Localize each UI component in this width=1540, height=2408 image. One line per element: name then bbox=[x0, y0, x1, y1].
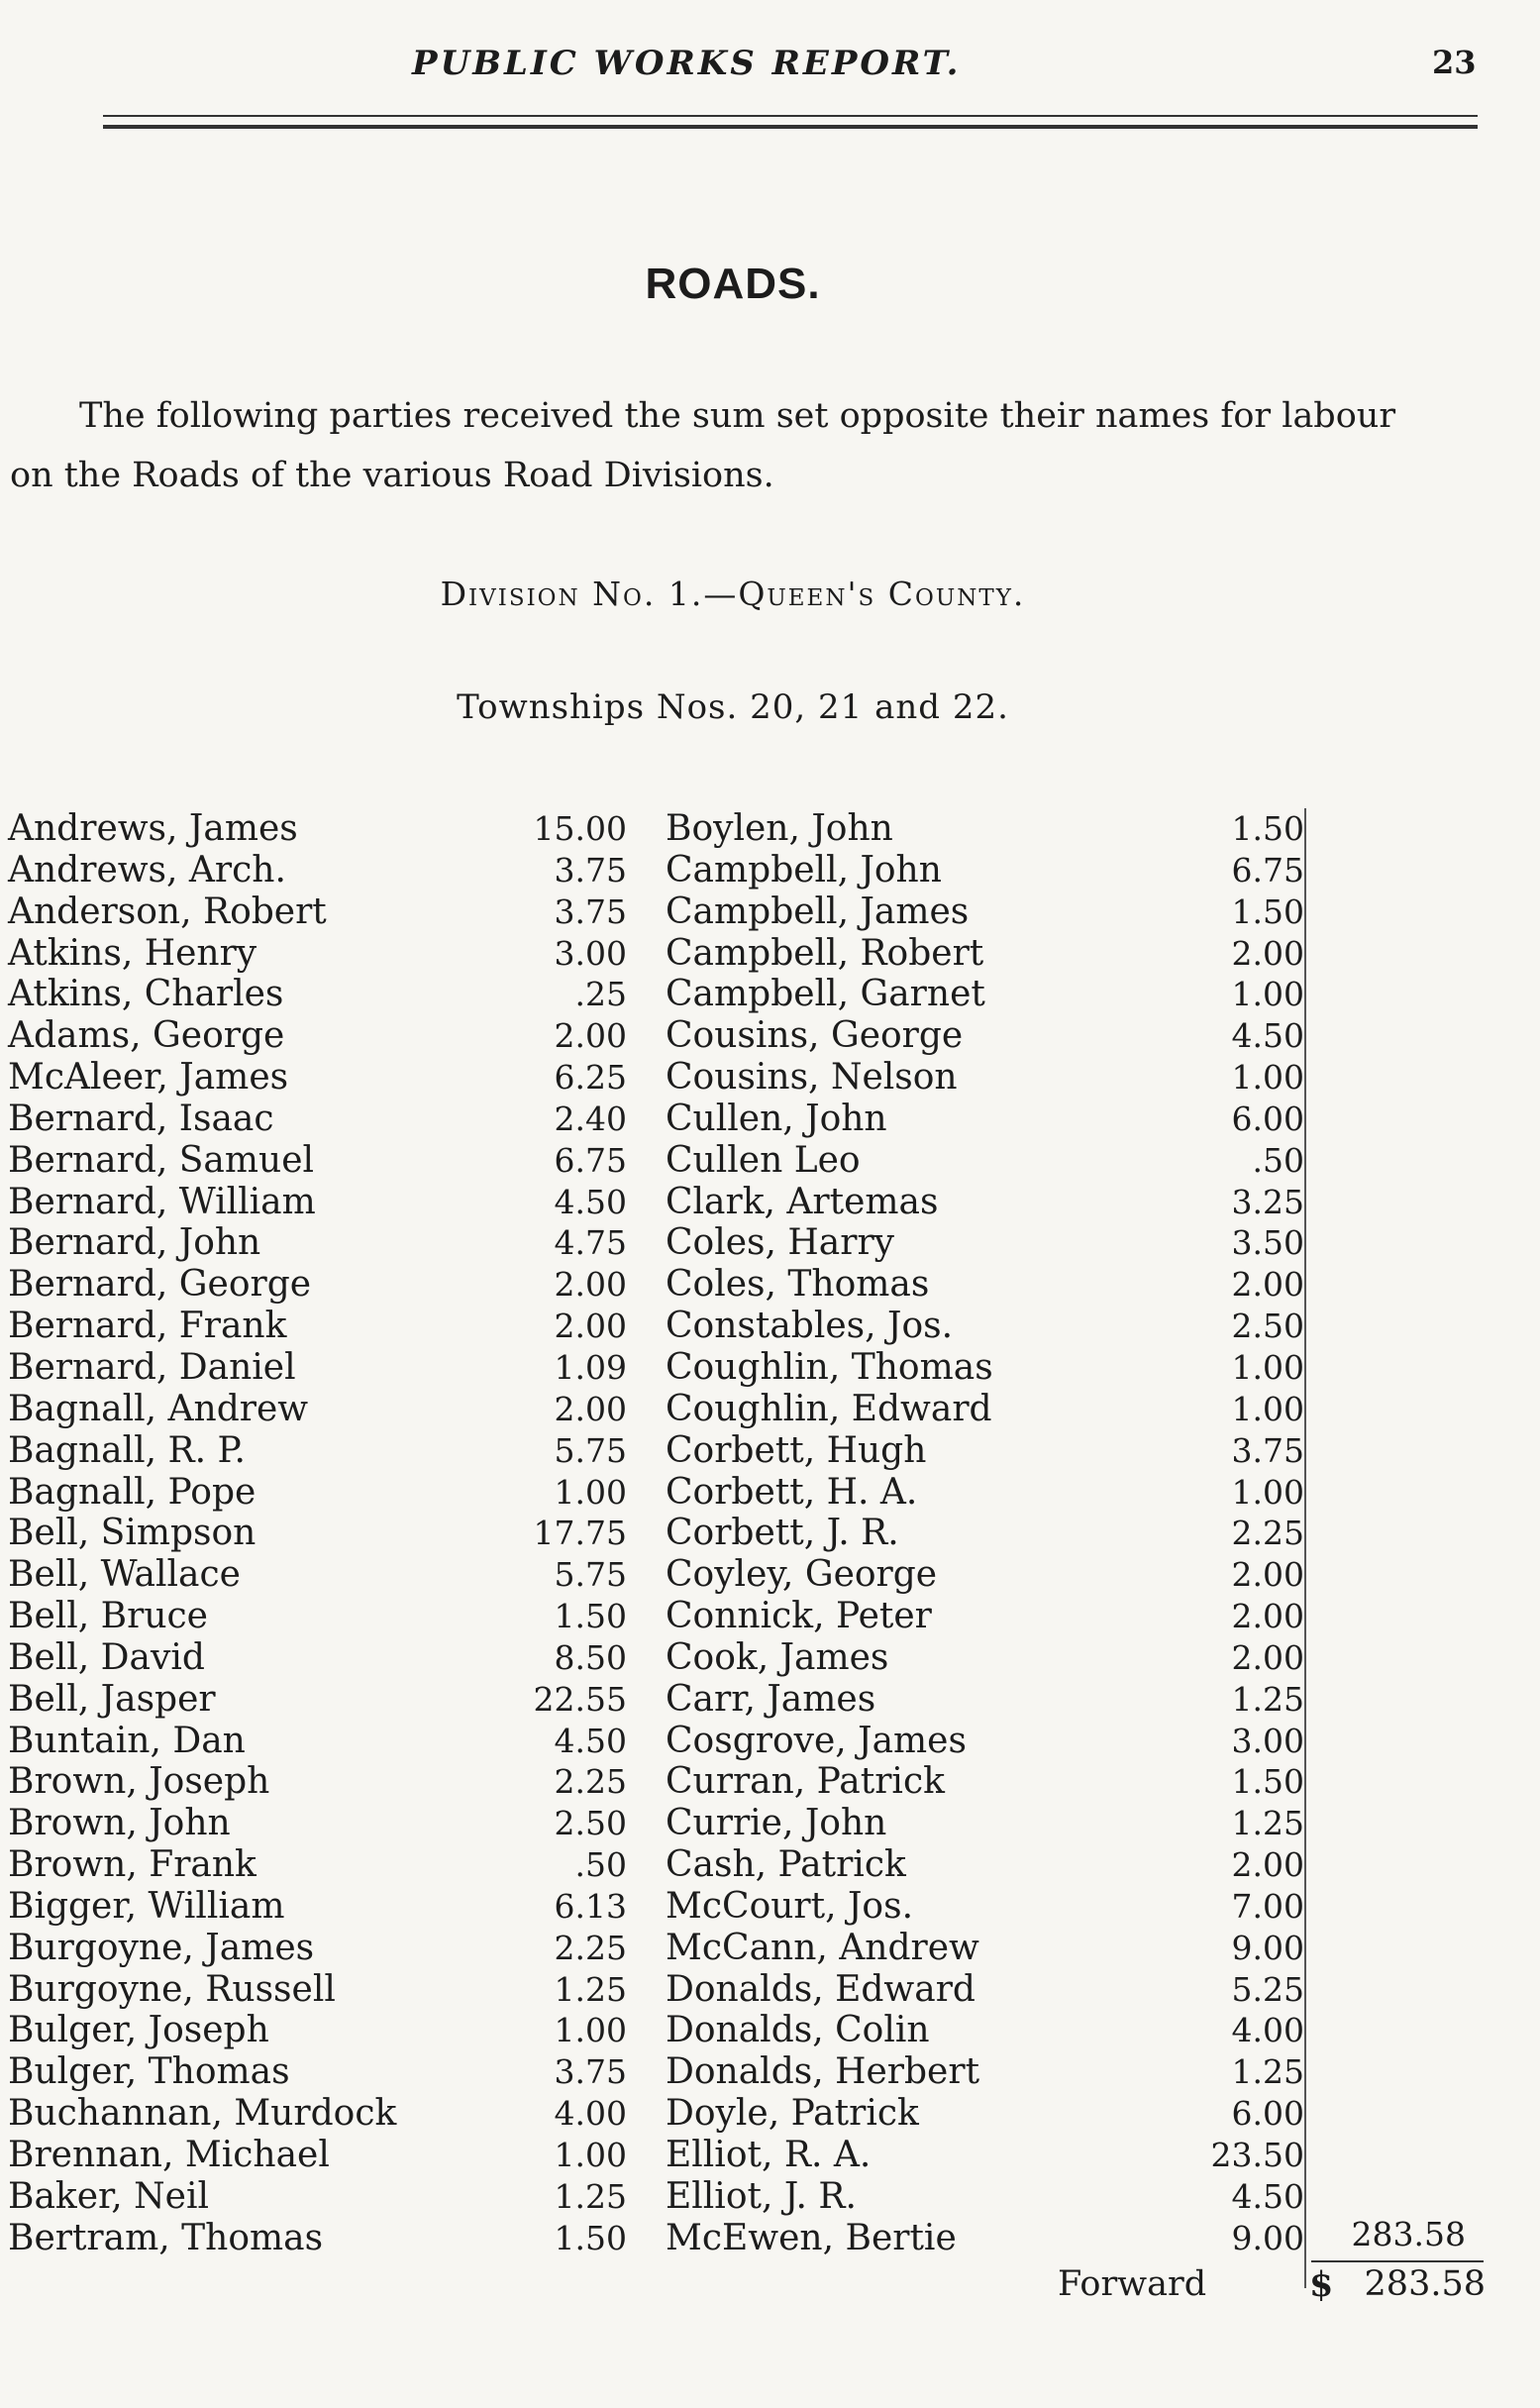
payment-amount: 5.25 bbox=[1231, 1969, 1304, 2009]
header-rule-thick bbox=[103, 125, 1478, 129]
payment-amount: 6.00 bbox=[1231, 2094, 1304, 2134]
payment-amount: 1.25 bbox=[1231, 1679, 1304, 1719]
payee-name: Donalds, Colin bbox=[666, 2010, 930, 2051]
intro-paragraph bbox=[10, 386, 1481, 505]
payee-name: Bertram, Thomas bbox=[8, 2217, 324, 2258]
payment-row bbox=[666, 1554, 1304, 1596]
payment-amount: 1.00 bbox=[1231, 1347, 1304, 1387]
payee-name: Brown, Frank bbox=[8, 1844, 257, 1886]
payment-row bbox=[8, 1803, 627, 1844]
payment-row bbox=[8, 1306, 627, 1347]
subtotal-amount: 283.58 bbox=[1351, 2215, 1466, 2253]
payment-row bbox=[8, 1472, 627, 1514]
payment-amount: 2.40 bbox=[554, 1099, 627, 1138]
payment-row bbox=[666, 1264, 1304, 1306]
payee-name: Corbett, J. R. bbox=[666, 1513, 899, 1554]
payment-amount: 1.25 bbox=[554, 1969, 627, 2009]
payment-amount: 2.00 bbox=[1231, 1597, 1304, 1636]
section-title: ROADS. bbox=[645, 260, 821, 308]
payee-name: Donalds, Edward bbox=[666, 1968, 975, 2010]
payment-amount: 4.50 bbox=[1231, 1016, 1304, 1056]
payment-amount: 4.50 bbox=[554, 1182, 627, 1221]
payment-amount: 4.50 bbox=[1231, 2176, 1304, 2216]
payment-row bbox=[8, 2051, 627, 2093]
payment-amount: 2.00 bbox=[1231, 1845, 1304, 1885]
payee-name: Curran, Patrick bbox=[666, 1761, 945, 1803]
payment-row bbox=[8, 933, 627, 975]
payment-row bbox=[666, 1099, 1304, 1140]
payee-name: Coughlin, Thomas bbox=[666, 1346, 993, 1388]
payment-row bbox=[8, 1057, 627, 1099]
payment-amount: .50 bbox=[1252, 1140, 1304, 1180]
payment-amount: 4.75 bbox=[554, 1223, 627, 1263]
payment-amount: 5.75 bbox=[554, 1555, 627, 1595]
payment-row bbox=[8, 2093, 627, 2135]
header-rule-thin bbox=[103, 115, 1478, 117]
payment-row bbox=[666, 1844, 1304, 1886]
payee-name: Brown, John bbox=[8, 1803, 231, 1844]
payee-name: Campbell, James bbox=[666, 890, 970, 932]
payment-amount: 6.75 bbox=[1231, 850, 1304, 890]
payment-amount: 1.25 bbox=[1231, 2052, 1304, 2092]
payment-amount: 6.75 bbox=[554, 1140, 627, 1180]
payee-name: Boylen, John bbox=[666, 808, 893, 849]
payment-row bbox=[666, 1637, 1304, 1679]
payment-row bbox=[8, 2010, 627, 2051]
payment-row bbox=[666, 850, 1304, 891]
payee-name: Baker, Neil bbox=[8, 2175, 210, 2217]
payment-row bbox=[666, 1761, 1304, 1803]
payment-row bbox=[666, 2176, 1304, 2218]
page-number: 23 bbox=[1432, 44, 1477, 81]
payment-row bbox=[666, 1721, 1304, 1762]
payment-row bbox=[666, 1140, 1304, 1182]
payment-row bbox=[666, 1306, 1304, 1347]
payment-amount: 2.25 bbox=[554, 1928, 627, 1967]
payment-row bbox=[8, 974, 627, 1015]
intro-line-1: The following parties received the sum set opposite their names for labour bbox=[79, 396, 1396, 436]
payee-name: Atkins, Henry bbox=[8, 932, 257, 974]
payment-amount: 1.50 bbox=[554, 2218, 627, 2257]
payment-amount: 15.00 bbox=[533, 809, 627, 848]
payment-row bbox=[666, 1182, 1304, 1223]
payment-amount: 3.00 bbox=[1231, 1721, 1304, 1760]
payment-row bbox=[8, 1637, 627, 1679]
payment-amount: 9.00 bbox=[1231, 2218, 1304, 2257]
payment-row bbox=[666, 891, 1304, 933]
payee-name: Bagnall, R. P. bbox=[8, 1429, 246, 1471]
payee-name: Bell, Jasper bbox=[8, 1678, 216, 1720]
payment-amount: 4.00 bbox=[554, 2094, 627, 2134]
payment-amount: .50 bbox=[574, 1845, 627, 1885]
payment-row bbox=[666, 1015, 1304, 1057]
payee-name: McAleer, James bbox=[8, 1057, 289, 1099]
payment-amount: 6.00 bbox=[1231, 1099, 1304, 1138]
payee-name: Anderson, Robert bbox=[8, 890, 327, 932]
payment-amount: 3.75 bbox=[554, 891, 627, 931]
payee-name: Bagnall, Andrew bbox=[8, 1388, 309, 1429]
payment-row bbox=[666, 808, 1304, 850]
payment-row bbox=[666, 1803, 1304, 1844]
payee-name: Cash, Patrick bbox=[666, 1844, 906, 1886]
payment-amount: 2.00 bbox=[554, 1016, 627, 1056]
townships-heading: Townships Nos. 20, 21 and 22. bbox=[457, 687, 1009, 727]
payment-amount: 3.75 bbox=[554, 850, 627, 890]
payment-amount: 1.00 bbox=[554, 2136, 627, 2174]
payee-name: Donalds, Herbert bbox=[666, 2051, 980, 2093]
payee-name: Cullen Leo bbox=[666, 1139, 861, 1181]
payment-amount: 3.75 bbox=[554, 2052, 627, 2092]
payee-name: Bernard, William bbox=[8, 1181, 316, 1222]
payment-amount: 17.75 bbox=[533, 1514, 627, 1553]
payee-name: Carr, James bbox=[666, 1678, 876, 1720]
payment-row bbox=[8, 1761, 627, 1803]
payment-row bbox=[8, 891, 627, 933]
payee-name: Bell, David bbox=[8, 1636, 205, 1678]
payment-row bbox=[666, 1472, 1304, 1514]
payment-amount: 2.00 bbox=[554, 1389, 627, 1428]
payment-row bbox=[8, 1430, 627, 1472]
payee-name: Cook, James bbox=[666, 1636, 889, 1678]
payee-name: Atkins, Charles bbox=[8, 974, 284, 1015]
payment-amount: 2.00 bbox=[1231, 933, 1304, 973]
payment-row bbox=[8, 1015, 627, 1057]
payee-name: Brown, Joseph bbox=[8, 1761, 270, 1803]
payee-name: Connick, Peter bbox=[666, 1596, 932, 1637]
payment-row bbox=[666, 1222, 1304, 1264]
payment-row bbox=[8, 850, 627, 891]
payment-amount: 7.00 bbox=[1231, 1886, 1304, 1926]
payment-amount: 4.50 bbox=[554, 1721, 627, 1760]
payment-amount: 3.25 bbox=[1231, 1182, 1304, 1221]
payment-amount: 2.25 bbox=[1231, 1514, 1304, 1553]
payment-amount: 1.00 bbox=[1231, 1472, 1304, 1512]
payee-name: Bulger, Thomas bbox=[8, 2051, 290, 2093]
payment-amount: 6.25 bbox=[554, 1058, 627, 1098]
payment-row bbox=[8, 2218, 627, 2259]
payee-name: Coles, Thomas bbox=[666, 1264, 930, 1306]
payee-name: Campbell, Garnet bbox=[666, 974, 985, 1015]
running-title: PUBLIC WORKS REPORT. bbox=[412, 44, 962, 83]
payee-name: Clark, Artemas bbox=[666, 1181, 939, 1222]
payment-row bbox=[8, 1347, 627, 1389]
payment-row bbox=[8, 1222, 627, 1264]
payee-name: Cosgrove, James bbox=[666, 1720, 967, 1761]
payee-name: Brennan, Michael bbox=[8, 2135, 330, 2175]
payment-row bbox=[8, 1596, 627, 1637]
payee-name: Coughlin, Edward bbox=[666, 1388, 992, 1429]
payment-row bbox=[666, 1596, 1304, 1637]
payment-row bbox=[666, 2093, 1304, 2135]
payment-row bbox=[666, 2135, 1304, 2176]
payment-amount: 1.50 bbox=[1231, 1762, 1304, 1802]
payment-amount: 2.50 bbox=[554, 1804, 627, 1843]
payment-row bbox=[666, 1928, 1304, 1969]
sum-rule bbox=[1311, 2260, 1484, 2262]
payee-name: Andrews, Arch. bbox=[8, 849, 286, 890]
payment-row bbox=[666, 2010, 1304, 2051]
payee-name: Bernard, Isaac bbox=[8, 1098, 274, 1139]
payment-amount: 1.25 bbox=[554, 2176, 627, 2216]
payment-row bbox=[8, 1721, 627, 1762]
payment-amount: 22.55 bbox=[533, 1679, 627, 1719]
payment-amount: 1.00 bbox=[1231, 1389, 1304, 1428]
payee-name: Bernard, George bbox=[8, 1264, 312, 1306]
payment-row bbox=[666, 1057, 1304, 1099]
payee-name: Bell, Simpson bbox=[8, 1513, 257, 1554]
payment-row bbox=[666, 1347, 1304, 1389]
payment-row bbox=[8, 2135, 627, 2176]
payee-name: Corbett, H. A. bbox=[666, 1471, 918, 1513]
payee-name: Burgoyne, James bbox=[8, 1927, 315, 1968]
payment-amount: 2.25 bbox=[554, 1762, 627, 1802]
left-payment-list bbox=[8, 808, 627, 2259]
payee-name: Bernard, Frank bbox=[8, 1306, 287, 1347]
payment-amount: 4.00 bbox=[1231, 2011, 1304, 2050]
payment-row bbox=[8, 1886, 627, 1928]
payment-amount: 6.13 bbox=[554, 1886, 627, 1926]
payment-row bbox=[8, 1554, 627, 1596]
payment-row bbox=[8, 1264, 627, 1306]
payment-amount: 3.50 bbox=[1231, 1223, 1304, 1263]
payment-row bbox=[8, 1099, 627, 1140]
payment-amount: .25 bbox=[574, 975, 627, 1014]
payment-row bbox=[8, 1182, 627, 1223]
payment-row bbox=[666, 1513, 1304, 1554]
payee-name: Cousins, George bbox=[666, 1015, 964, 1057]
payment-row bbox=[8, 1928, 627, 1969]
payment-row bbox=[666, 2051, 1304, 2093]
forward-label: Forward bbox=[1058, 2264, 1207, 2304]
payment-amount: 1.00 bbox=[554, 2011, 627, 2050]
payee-name: Bernard, John bbox=[8, 1222, 261, 1264]
payee-name: Bernard, Samuel bbox=[8, 1139, 315, 1181]
payment-amount: 3.75 bbox=[1231, 1430, 1304, 1470]
payment-row bbox=[8, 1513, 627, 1554]
payee-name: Bell, Bruce bbox=[8, 1596, 208, 1637]
payee-name: Adams, George bbox=[8, 1015, 285, 1057]
payee-name: McEwen, Bertie bbox=[666, 2217, 957, 2258]
forward-currency: $ bbox=[1309, 2264, 1334, 2305]
payee-name: McCourt, Jos. bbox=[666, 1885, 914, 1927]
payment-amount: 2.00 bbox=[1231, 1265, 1304, 1305]
right-payment-list bbox=[666, 808, 1304, 2259]
payee-name: Bigger, William bbox=[8, 1885, 285, 1927]
payee-name: Buntain, Dan bbox=[8, 1720, 246, 1761]
payment-row bbox=[666, 933, 1304, 975]
payment-amount: 1.09 bbox=[554, 1347, 627, 1387]
page-header bbox=[0, 44, 1540, 93]
payment-row bbox=[666, 1389, 1304, 1430]
payment-amount: 2.00 bbox=[554, 1307, 627, 1346]
payee-name: Bernard, Daniel bbox=[8, 1346, 296, 1388]
payment-amount: 2.50 bbox=[1231, 1307, 1304, 1346]
payment-amount: 1.00 bbox=[554, 1472, 627, 1512]
payment-row bbox=[8, 1389, 627, 1430]
payee-name: Campbell, John bbox=[666, 849, 942, 890]
payment-amount: 1.50 bbox=[1231, 809, 1304, 848]
payment-amount: 1.50 bbox=[554, 1597, 627, 1636]
division-heading: Division No. 1.—Queen's County. bbox=[440, 575, 1026, 613]
payment-amount: 2.00 bbox=[1231, 1637, 1304, 1677]
payment-amount: 23.50 bbox=[1210, 2136, 1304, 2174]
payment-row bbox=[8, 1969, 627, 2011]
payment-row bbox=[666, 1969, 1304, 2011]
payee-name: Corbett, Hugh bbox=[666, 1429, 927, 1471]
intro-line-2: on the Roads of the various Road Divisions. bbox=[10, 456, 774, 495]
payment-amount: 1.25 bbox=[1231, 1804, 1304, 1843]
payee-name: Burgoyne, Russell bbox=[8, 1968, 336, 2010]
payment-amount: 1.00 bbox=[1231, 1058, 1304, 1098]
payee-name: Elliot, J. R. bbox=[666, 2175, 857, 2217]
payee-name: Cullen, John bbox=[666, 1098, 887, 1139]
payment-row bbox=[8, 2176, 627, 2218]
payee-name: Bell, Wallace bbox=[8, 1554, 241, 1596]
payment-row bbox=[666, 1430, 1304, 1472]
payment-amount: 3.00 bbox=[554, 933, 627, 973]
payment-row bbox=[666, 974, 1304, 1015]
payment-amount: 1.50 bbox=[1231, 891, 1304, 931]
payee-name: Buchannan, Murdock bbox=[8, 2093, 397, 2135]
payment-row bbox=[666, 1679, 1304, 1721]
payment-row bbox=[8, 1679, 627, 1721]
payment-row bbox=[8, 1844, 627, 1886]
payee-name: McCann, Andrew bbox=[666, 1927, 979, 1968]
amount-column-rule bbox=[1304, 808, 1306, 2288]
payment-row bbox=[666, 2218, 1304, 2259]
payment-amount: 9.00 bbox=[1231, 1928, 1304, 1967]
payee-name: Bulger, Joseph bbox=[8, 2010, 269, 2051]
payee-name: Bagnall, Pope bbox=[8, 1471, 257, 1513]
payment-amount: 8.50 bbox=[554, 1637, 627, 1677]
payee-name: Campbell, Robert bbox=[666, 932, 984, 974]
payment-amount: 1.00 bbox=[1231, 975, 1304, 1014]
payee-name: Cousins, Nelson bbox=[666, 1057, 958, 1099]
payment-row bbox=[666, 1886, 1304, 1928]
payment-row bbox=[8, 808, 627, 850]
payee-name: Elliot, R. A. bbox=[666, 2135, 872, 2175]
forward-amount: 283.58 bbox=[1364, 2264, 1486, 2304]
payment-amount: 2.00 bbox=[554, 1265, 627, 1305]
payee-name: Constables, Jos. bbox=[666, 1306, 954, 1347]
payment-row bbox=[8, 1140, 627, 1182]
payee-name: Andrews, James bbox=[8, 808, 298, 849]
payment-amount: 5.75 bbox=[554, 1430, 627, 1470]
payment-amount: 2.00 bbox=[1231, 1555, 1304, 1595]
payee-name: Coyley, George bbox=[666, 1554, 938, 1596]
payee-name: Doyle, Patrick bbox=[666, 2093, 919, 2135]
payee-name: Currie, John bbox=[666, 1803, 887, 1844]
payee-name: Coles, Harry bbox=[666, 1222, 895, 1264]
